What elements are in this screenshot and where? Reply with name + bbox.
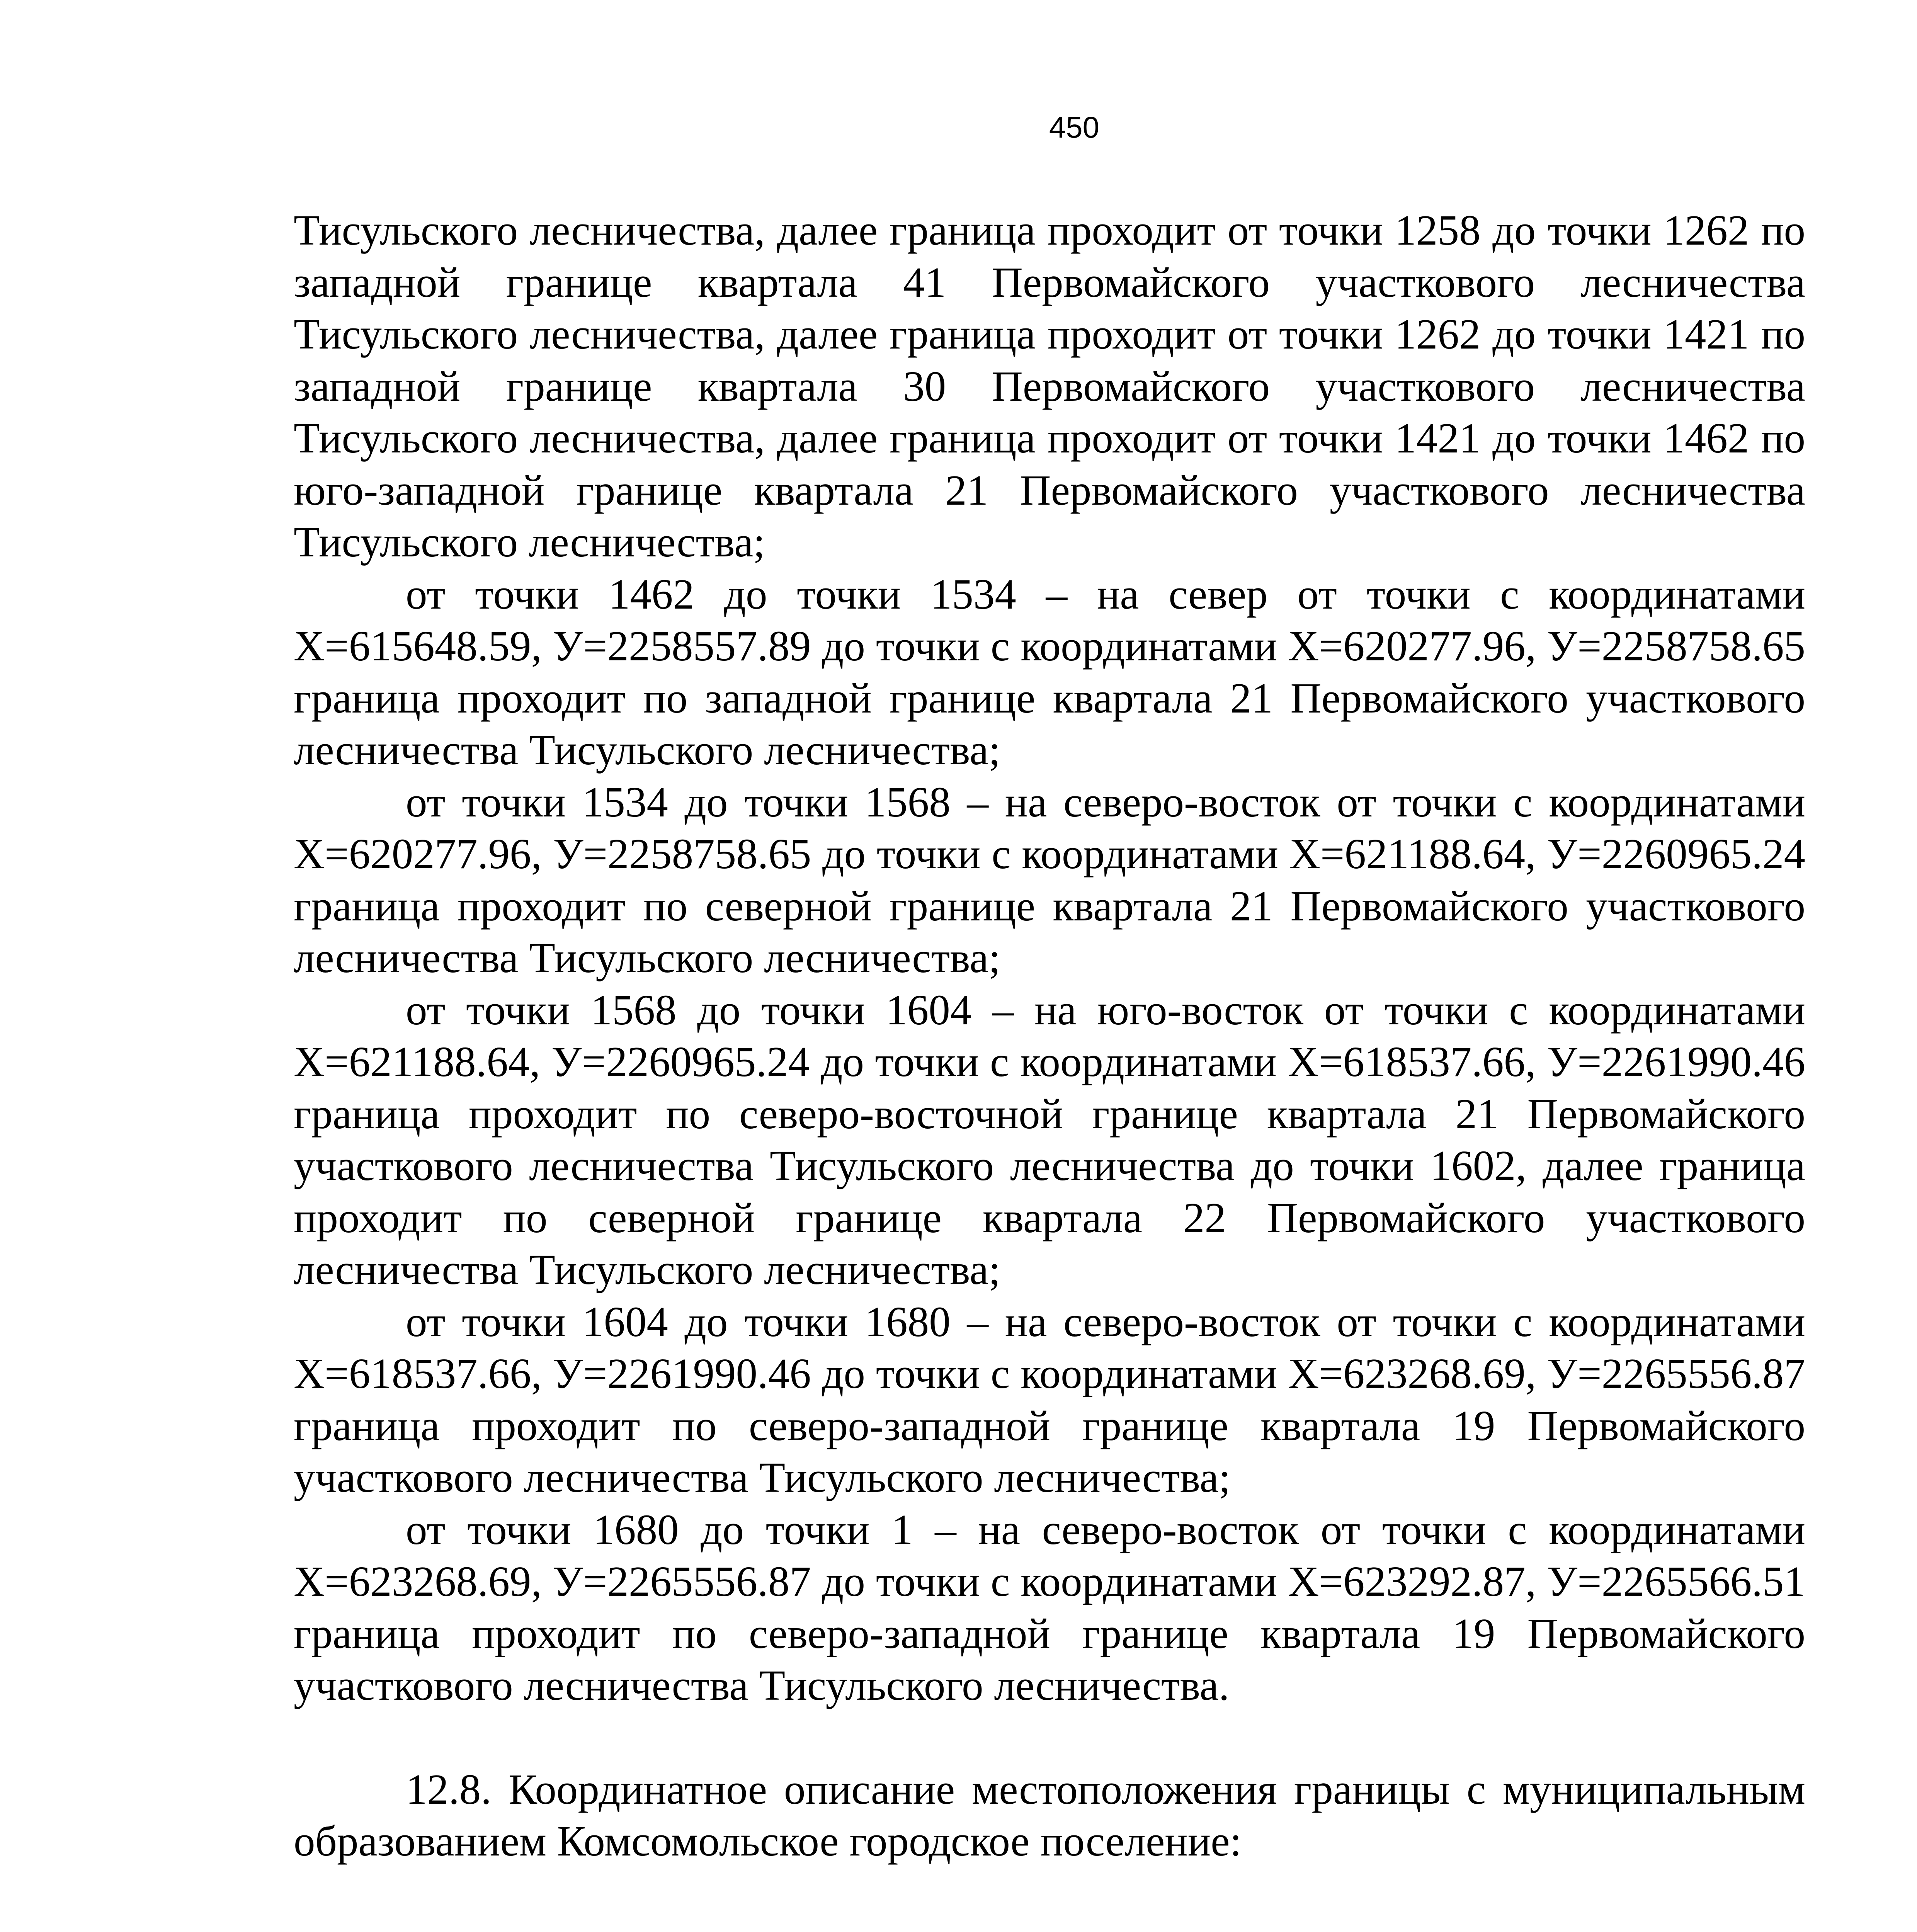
paragraph: от точки 1534 до точки 1568 – на северо-восток от точки с координатами Х=620277.96, У=2258758.65 до точки с координатами Х=621188.64, У=2260965.24 граница проходит по северной границе квартала 21 Первомайского участкового лесничества Тисульского лесничества; (294, 778, 1805, 982)
page-number: 450 (1049, 110, 1100, 144)
document-body (294, 205, 1805, 1868)
paragraph: Тисульского лесничества, далее граница проходит от точки 1258 до точки 1262 по западной границе квартала 41 Первомайского участкового лесничества Тисульского лесничества, далее граница проходит от точки 1262 до точки 1421 по западной границе квартала 30 Первомайского участкового лесничества Тисульского лесничества, далее граница проходит от точки 1421 до точки 1462 по юго-западной границе квартала 21 Первомайского участкового лесничества Тисульского лесничества; (294, 207, 1805, 566)
paragraph: от точки 1680 до точки 1 – на северо-восток от точки с координатами Х=623268.69, У=2265556.87 до точки с координатами Х=623292.87, У=2265566.51 граница проходит по северо-западной границе квартала 19 Первомайского участкового лесничества Тисульского лесничества. (294, 1506, 1805, 1709)
section-heading: 12.8. Координатное описание местоположения границы с муниципальным образованием Комсомольское городское поселение: (294, 1765, 1805, 1865)
paragraph: от точки 1568 до точки 1604 – на юго-восток от точки с координатами Х=621188.64, У=2260965.24 до точки с координатами Х=618537.66, У=2261990.46 граница проходит по северо-восточной границе квартала 21 Первомайского участкового лесничества Тисульского лесничества до точки 1602, далее граница проходит по северной границе квартала 22 Первомайского участкового лесничества Тисульского лесничества; (294, 986, 1805, 1294)
paragraph: от точки 1462 до точки 1534 – на север от точки с координатами Х=615648.59, У=2258557.89 до точки с координатами Х=620277.96, У=2258758.65 граница проходит по западной границе квартала 21 Первомайского участкового лесничества Тисульского лесничества; (294, 570, 1805, 774)
paragraph: от точки 1604 до точки 1680 – на северо-восток от точки с координатами Х=618537.66, У=2261990.46 до точки с координатами Х=623268.69, У=2265556.87 граница проходит по северо-западной границе квартала 19 Первомайского участкового лесничества Тисульского лесничества; (294, 1298, 1805, 1502)
